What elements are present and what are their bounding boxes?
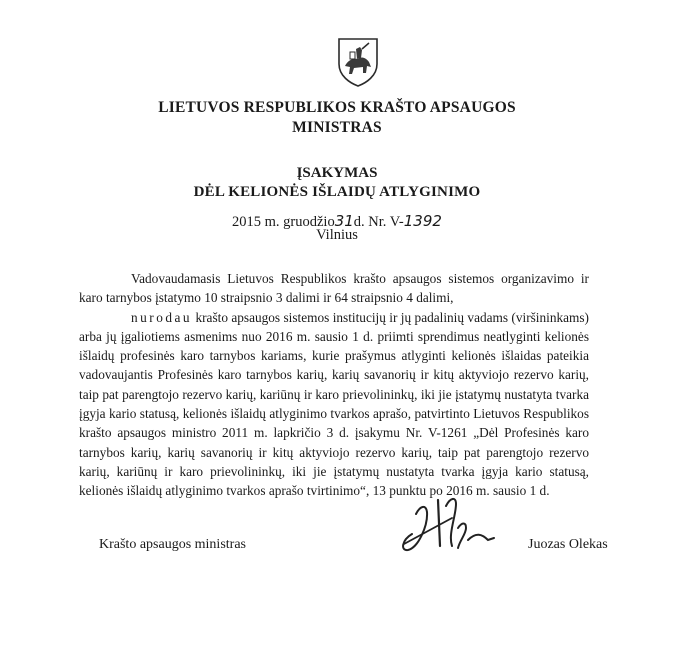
order-text: krašto apsaugos sistemos institucijų ir jų padalinių vadams (viršininkams) arba jų įgaliotiems asmenims nuo 2016 m. sausio 1 d. priimti sprendimus neatlyginti kelionės išlaidų profesinės karo tarnybos kariams, kurie prašymus atlyginti kelionės išlaidas pateikia vadovaujantis Profesinės karo tarnybos karių, karių savanorių ir kitų aktyviojo rezervo karių, taip pat parengtojo rezervo karių, kariūnų ir karo prievolininkų, iki jie įstatymų nustatyta tvarka įgyja kario statusą, kelionės išlaidų atlyginimo tvarkos aprašo, patvirtinto Lietuvos Respublikos krašto apsaugos ministro 2011 m. lapkričio 3 d. įsakymu Nr. V-1261 „Dėl Profesinės karo tarnybos karių, karių savanorių ir kitų aktyviojo rezervo karių, taip pat parengtojo rezervo karių, kariūnų ir karo prievolininkų, iki jie įstatymų nustatyta tvarka įgyja kario statusą, kelionės išlaidų atlyginimo tvarkos aprašo tvirtinimo“, 13 punktu po 2016 m. sausio 1 d. [79, 309, 589, 499]
handwritten-signature-icon [396, 488, 506, 568]
issuer-line-1: LIETUVOS RESPUBLIKOS KRAŠTO APSAUGOS [158, 99, 516, 116]
handwritten-number: 1392 [403, 212, 442, 230]
number-prefix: d. Nr. V- [353, 214, 404, 230]
date-prefix: 2015 m. gruodžio [232, 214, 335, 230]
paragraph-legal-basis: Vadovaudamasis Lietuvos Respublikos krašto apsaugos sistemos organizavimo ir karo tarnybos įstatymo 10 straipsnio 3 dalimi ir 64 straipsnio 4 dalimi, [79, 271, 589, 306]
place-of-issue: Vilnius [316, 227, 358, 243]
document-title: DĖL KELIONĖS IŠLAIDŲ ATLYGINIMO [193, 184, 481, 200]
handwritten-day: 31 [334, 212, 354, 230]
coat-of-arms-icon [336, 36, 380, 88]
order-body [79, 269, 589, 501]
order-keyword: nurodau [131, 309, 193, 325]
issuer-line-2: MINISTRAS [292, 119, 382, 136]
signatory-name: Juozas Olekas [528, 537, 608, 552]
document-type: ĮSAKYMAS [296, 165, 378, 181]
signatory-title: Krašto apsaugos ministras [99, 537, 246, 552]
paragraph-order [79, 308, 589, 501]
